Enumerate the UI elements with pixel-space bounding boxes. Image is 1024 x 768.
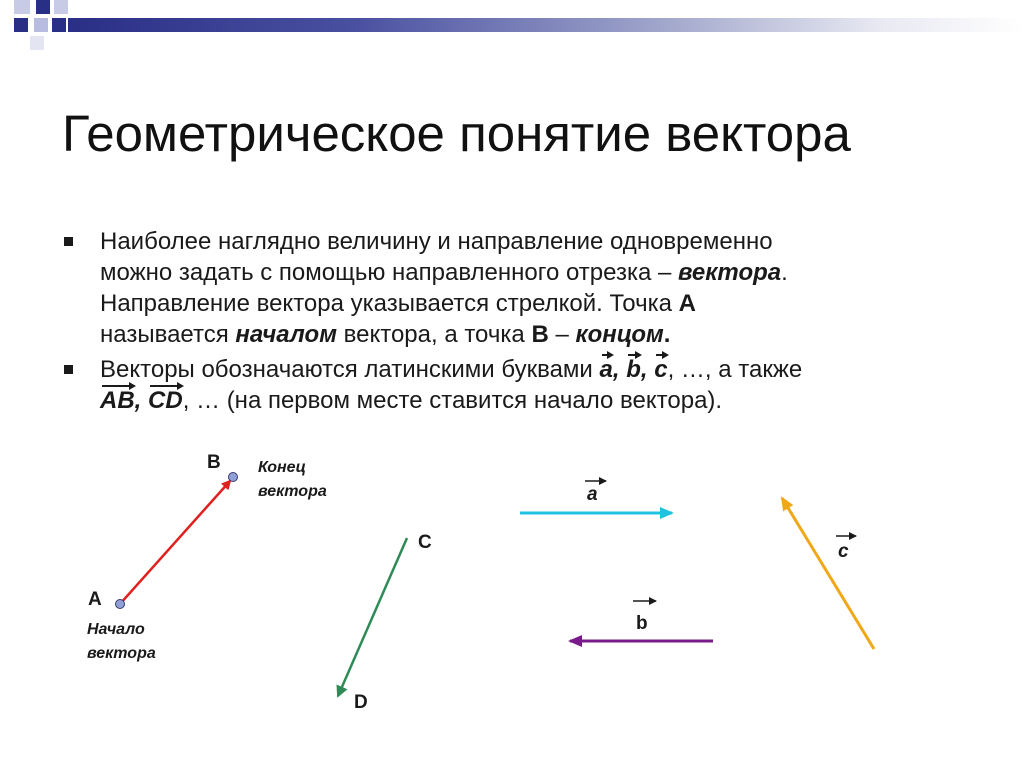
point-a-marker bbox=[116, 600, 125, 609]
bullet-text: , … (на первом месте ставится начало вектора). bbox=[182, 387, 723, 414]
point-c-label: C bbox=[418, 532, 432, 553]
separator: , bbox=[612, 356, 627, 383]
point-b-marker bbox=[229, 473, 238, 482]
point-b-ref: B bbox=[531, 321, 549, 348]
vector-c-label: c bbox=[838, 541, 849, 562]
vector-c-line bbox=[782, 498, 874, 649]
bullet-text: , …, а также bbox=[667, 356, 803, 383]
slide-title: Геометрическое понятие вектора bbox=[62, 105, 851, 162]
bullet-text: – bbox=[548, 321, 576, 348]
separator: , bbox=[134, 387, 149, 414]
vector-symbol-b: b bbox=[626, 356, 641, 383]
separator: , bbox=[640, 356, 655, 383]
bullet-text: . bbox=[663, 321, 671, 348]
vector-symbol-c: c bbox=[654, 356, 668, 383]
vector-a-label: a bbox=[587, 484, 598, 505]
point-d-label: D bbox=[354, 692, 368, 713]
term-start: началом bbox=[235, 321, 337, 348]
vector-b-label: b bbox=[636, 613, 648, 634]
vector-ab-line bbox=[120, 481, 230, 604]
point-b-label: B bbox=[207, 452, 221, 473]
bullet-text: можно задать с помощью направленного отрезка – bbox=[100, 259, 679, 286]
point-a-label: A bbox=[88, 589, 102, 610]
vector-cd-line bbox=[338, 538, 407, 696]
point-a-ref: A bbox=[678, 290, 697, 317]
term-vector: вектора bbox=[678, 259, 782, 286]
start-label-line1: Начало bbox=[87, 621, 145, 638]
term-end: концом bbox=[575, 321, 664, 348]
vector-symbol-ab: AB bbox=[100, 387, 135, 414]
end-label-line1: Конец bbox=[258, 459, 306, 476]
bullet-text: . bbox=[781, 259, 788, 286]
bullet-text: Наиболее наглядно величину и направление одновременно bbox=[100, 228, 773, 255]
start-label-line2: вектора bbox=[87, 645, 156, 662]
bullet-text: Векторы обозначаются латинскими буквами bbox=[100, 356, 600, 383]
bullet-text: вектора, а точка bbox=[336, 321, 532, 348]
bullet-text: Направление вектора указывается стрелкой. Точка bbox=[100, 290, 679, 317]
vector-symbol-cd: CD bbox=[148, 387, 183, 414]
bullet-text: называется bbox=[100, 321, 236, 348]
vector-symbol-a: a bbox=[599, 356, 613, 383]
end-label-line2: вектора bbox=[258, 483, 327, 500]
